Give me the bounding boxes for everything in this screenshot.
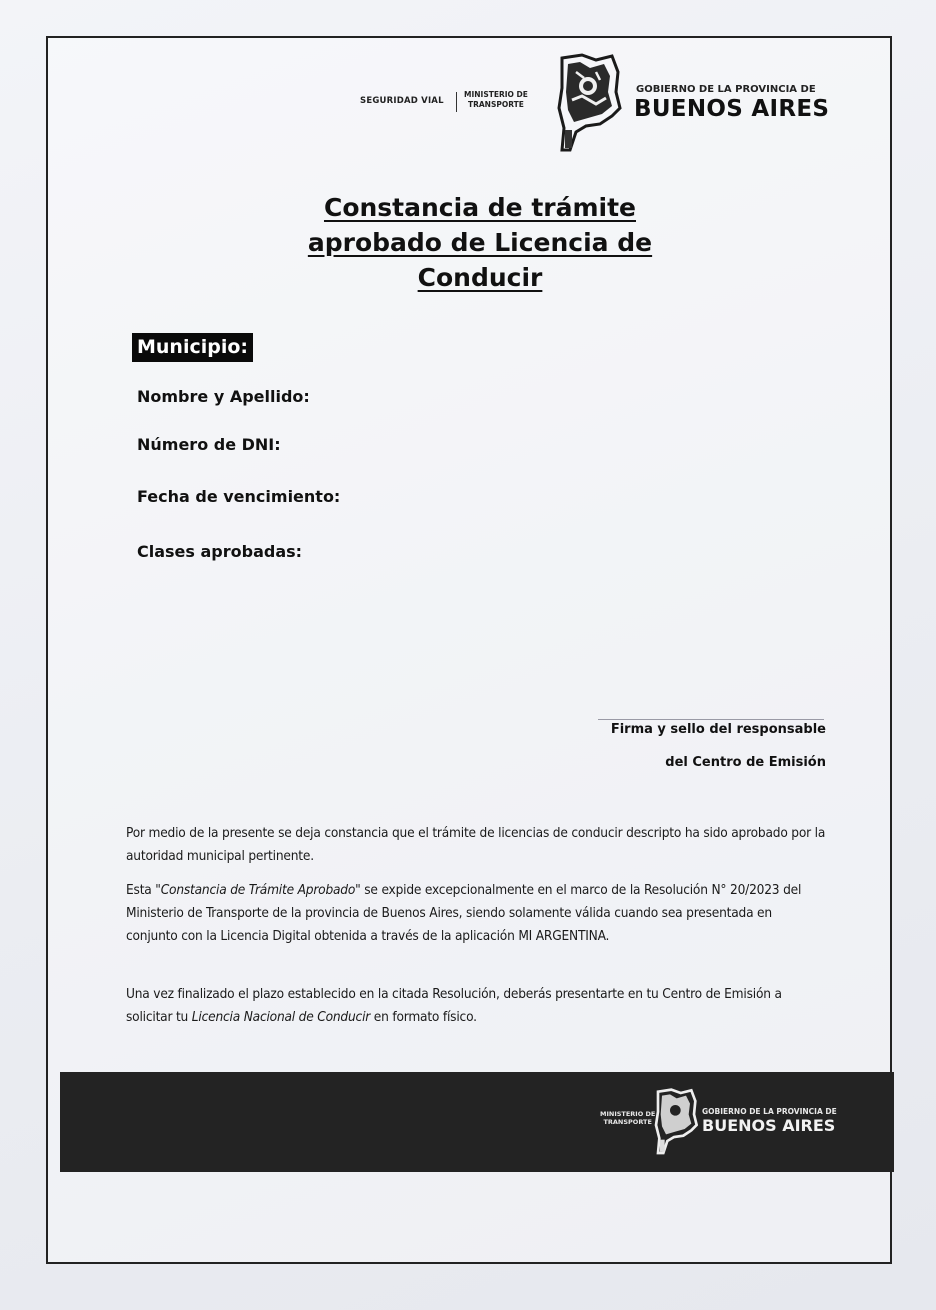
paragraph-resolucion-start: Esta ": [126, 882, 161, 898]
signature-line: [598, 719, 824, 720]
paragraph-resolucion-end: se expide excepcionalmente en el marco de la Resolución N° 20/2023 del Ministerio de Transporte de la provincia de Buenos Aires, siendo solamente válida cuando sea presentada en conjunto con la Licencia Digital obtenida a través de la aplicación MI ARGENTINA.: [126, 882, 802, 944]
title-line3: Conducir: [417, 263, 543, 292]
footer-ministerio-label: [600, 1110, 655, 1126]
footer-gobierno-label: GOBIERNO DE LA PROVINCIA DE: [702, 1107, 837, 1116]
paragraph-plazo-italic: Licencia Nacional de Conducir: [191, 1009, 371, 1025]
buenos-aires-label: BUENOS AIRES: [634, 96, 830, 122]
gobierno-provincia-label: GOBIERNO DE LA PROVINCIA DE: [636, 84, 816, 95]
footer-ministerio-line2: TRANSPORTE: [603, 1118, 652, 1126]
fecha-vencimiento-label: Fecha de vencimiento:: [137, 487, 341, 506]
signature-caption-line2: del Centro de Emisión: [665, 755, 826, 770]
footer-ministerio-line1: MINISTERIO DE: [600, 1110, 656, 1118]
paragraph-constancia: Por medio de la presente se deja constancia que el trámite de licencias de conducir descripto ha sido aprobado por la autoridad municipal pertinente.: [126, 825, 826, 864]
clases-aprobadas-label: Clases aprobadas:: [137, 542, 303, 561]
paragraph-resolucion-italic: Constancia de Trámite Aprobado": [160, 882, 361, 898]
header-divider: [456, 92, 457, 112]
ministerio-label: [464, 90, 528, 110]
municipio-label: Municipio:: [132, 333, 253, 362]
title-line2: aprobado de Licencia de: [307, 228, 653, 257]
title-line1: Constancia de trámite: [323, 193, 636, 222]
ministerio-line1: MINISTERIO DE: [464, 90, 528, 99]
seguridad-vial-label: SEGURIDAD VIAL: [360, 96, 444, 106]
paragraph-plazo: [126, 983, 826, 1029]
nombre-apellido-label: Nombre y Apellido:: [137, 387, 310, 406]
footer-province-emblem-icon: [654, 1086, 698, 1156]
ministerio-line2: TRANSPORTE: [467, 100, 524, 109]
document-title: [230, 190, 730, 295]
province-emblem-icon: [556, 52, 622, 152]
dni-label: Número de DNI:: [137, 435, 281, 454]
footer-buenos-aires-label: BUENOS AIRES: [702, 1116, 836, 1135]
paragraph-plazo-end: en formato físico.: [370, 1009, 477, 1025]
header-logos: [360, 52, 830, 152]
paragraph-resolucion: [126, 879, 826, 948]
signature-caption-line1: Firma y sello del responsable: [610, 722, 826, 737]
footer-band: [60, 1072, 894, 1172]
paragraph-plazo-start: Una vez finalizado el plazo establecido en la citada Resolución, deberás presentarte en tu Centro de Emisión a solicitar tu: [126, 986, 782, 1025]
